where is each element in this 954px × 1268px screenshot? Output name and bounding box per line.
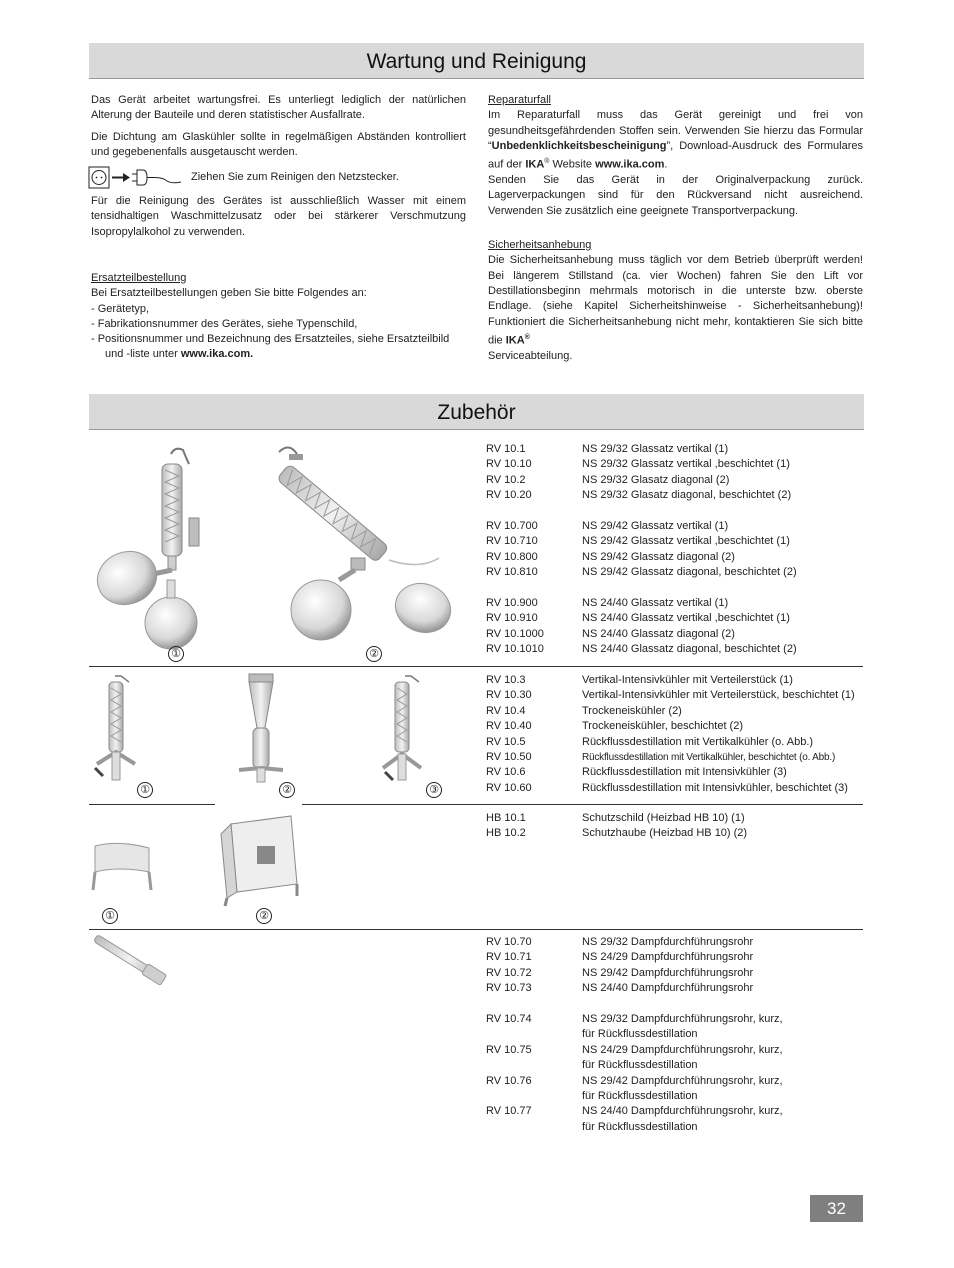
spare-parts-item: - Fabrikationsnummer des Gerätes, siehe Typenschild,	[91, 317, 358, 330]
glass-set-illustration	[89, 440, 469, 660]
list-item: RV 10.60 Rückflussdestillation mit Intensivkühler, beschichtet (3)	[486, 781, 848, 794]
list-item: RV 10.72 NS 29/42 Dampfdurchführungsrohr	[486, 966, 754, 979]
ika-link[interactable]: www.ika.com	[595, 158, 665, 171]
unplug-icon	[87, 166, 183, 190]
divider	[89, 929, 863, 930]
spare-parts-block	[91, 271, 471, 363]
list-item: RV 10.1010 NS 24/40 Glassatz diagonal, beschichtet (2)	[486, 643, 797, 656]
divider	[302, 804, 863, 805]
list-item: RV 10.20 NS 29/32 Glasatz diagonal, beschichtet (2)	[486, 489, 792, 502]
lift-heading: Sicherheitsanhebung	[488, 239, 592, 252]
list-item: RV 10.77 NS 24/40 Dampfdurchführungsrohr, kurz,	[486, 1105, 783, 1118]
cleaning-paragraph: Für die Reinigung des Gerätes ist ausschließlich Wasser mit einem tensidhaltigen Waschmittelzusatz oder bei stärkerer Verschmutzung Isopropylalkohol zu verwenden.	[91, 195, 466, 238]
marker-2: ②	[366, 646, 382, 662]
accessory-group-condensers	[486, 673, 866, 796]
list-item: RV 10.74 NS 29/32 Dampfdurchführungsrohr, kurz,	[486, 1013, 783, 1026]
list-item: RV 10.800 NS 29/42 Glassatz diagonal (2)	[486, 550, 735, 563]
list-item: RV 10.5 Rückflussdestillation mit Vertikalkühler (o. Abb.)	[486, 735, 814, 748]
list-item: RV 10.10 NS 29/32 Glassatz vertikal ,beschichtet (1)	[486, 458, 790, 471]
list-item: RV 10.30 Vertikal-Intensivkühler mit Verteilerstück, beschichtet (1)	[486, 689, 855, 702]
list-item: RV 10.70 NS 29/32 Dampfdurchführungsrohr	[486, 936, 754, 948]
unplug-text: Ziehen Sie zum Reinigen den Netzstecker.	[191, 171, 399, 184]
spare-parts-intro: Bei Ersatzteilbestellungen geben Sie bitte Folgendes an:	[91, 287, 367, 300]
maintenance-right-column	[488, 93, 863, 364]
page-number: 32	[810, 1195, 863, 1222]
list-item: RV 10.1000 NS 24/40 Glassatz diagonal (2)	[486, 627, 735, 640]
list-item: RV 10.900 NS 24/40 Glassatz vertikal (1)	[486, 597, 729, 610]
list-item: RV 10.73 NS 24/40 Dampfdurchführungsrohr	[486, 982, 754, 995]
accessory-group-glass-sets	[486, 442, 866, 658]
divider	[89, 666, 863, 667]
section-title-maintenance: Wartung und Reinigung	[89, 43, 864, 79]
divider	[89, 804, 215, 805]
spare-parts-heading: Ersatzteilbestellung	[91, 272, 187, 284]
condenser-illustration	[89, 672, 469, 787]
list-item: RV 10.910 NS 24/40 Glassatz vertikal ,beschichtet (1)	[486, 612, 790, 625]
list-item: RV 10.700 NS 29/42 Glassatz vertikal (1)	[486, 520, 729, 533]
list-item: RV 10.76 NS 29/42 Dampfdurchführungsrohr, kurz,	[486, 1074, 783, 1087]
unplug-note	[91, 166, 466, 190]
list-item: für Rückflussdestillation	[582, 1059, 698, 1072]
list-item: RV 10.3 Vertikal-Intensivkühler mit Verteilerstück (1)	[486, 674, 793, 686]
lift-service-text: Serviceabteilung.	[488, 349, 573, 362]
marker-3: ③	[426, 782, 442, 798]
list-item: RV 10.50 Rückflussdestillation mit Vertikalkühler, beschichtet (o. Abb.)	[486, 751, 836, 764]
list-item: HB 10.2 Schutzhaube (Heizbad HB 10) (2)	[486, 827, 748, 840]
list-item: für Rückflussdestillation	[582, 1090, 698, 1103]
lift-paragraph: Die Sicherheitsanhebung muss täglich vor dem Betrieb überprüft werden! Bei längerem Stillstand (ca. vier Wochen) fahren Sie den Lift vor Destillationsbeginn mehrmals motorisch in die unterste bzw. oberste Endlage. (siehe Kapitel Sicherheitshinweise - Sicherheitsanhebung)! Funktioniert die Sicherheitsanhebung nicht mehr, kontaktieren Sie sich bitte die IKA®	[488, 254, 863, 347]
marker-2: ②	[256, 908, 272, 924]
list-item: RV 10.2 NS 29/32 Glasatz diagonal (2)	[486, 473, 730, 486]
list-item: RV 10.710 NS 29/42 Glassatz vertikal ,beschichtet (1)	[486, 535, 790, 548]
spare-parts-item: - Positionsnummer und Bezeichnung des Ersatzteiles, siehe Ersatzteilbild und -liste unter www.ika.com.	[91, 333, 450, 361]
marker-1: ①	[102, 908, 118, 924]
repair-paragraph: Im Reparaturfall muss das Gerät gereinigt und frei von gesundheitsgefährdenden Stoffen sein. Verwenden Sie hierzu das Formular “Unbedenklichkeitsbescheinigung”, Download-Ausdruck des Formulares auf der IKA® Website www.ika.com.	[488, 109, 863, 171]
list-item: RV 10.6 Rückflussdestillation mit Intensivkühler (3)	[486, 766, 787, 779]
maintenance-left-column	[91, 93, 466, 246]
list-item: HB 10.1 Schutzschild (Heizbad HB 10) (1)	[486, 812, 745, 824]
spare-parts-item: - Gerätetyp,	[91, 302, 150, 315]
accessory-group-shields	[486, 811, 866, 842]
shield-illustration	[89, 810, 309, 910]
marker-2: ②	[279, 782, 295, 798]
section-title-accessories: Zubehör	[89, 394, 864, 430]
seal-paragraph: Die Dichtung am Glaskühler sollte in regelmäßigen Abständen kontrolliert und gegebenenfalls ausgetauscht werden.	[91, 130, 466, 158]
list-item: für Rückflussdestillation	[582, 1028, 698, 1041]
list-item: RV 10.4 Trockeneiskühler (2)	[486, 704, 682, 717]
vapor-tube-illustration	[89, 935, 179, 995]
marker-1: ①	[137, 782, 153, 798]
list-item: RV 10.1 NS 29/32 Glassatz vertikal (1)	[486, 443, 729, 455]
marker-1: ①	[168, 646, 184, 662]
maintenance-paragraph: Das Gerät arbeitet wartungsfrei. Es unterliegt lediglich der natürlichen Alterung der Bauteile und deren statistischer Ausfallrate.	[91, 94, 466, 122]
accessory-group-vapor-tubes	[486, 935, 866, 1135]
list-item: RV 10.40 Trockeneiskühler, beschichtet (2)	[486, 720, 743, 733]
ika-link[interactable]: www.ika.com.	[180, 348, 254, 361]
list-item: für Rückflussdestillation	[582, 1120, 698, 1133]
repair-heading: Reparaturfall	[488, 94, 551, 106]
list-item: RV 10.71 NS 24/29 Dampfdurchführungsrohr	[486, 951, 754, 964]
list-item: RV 10.75 NS 24/29 Dampfdurchführungsrohr, kurz,	[486, 1043, 783, 1056]
repair-packaging-paragraph: Senden Sie das Gerät in der Originalverpackung zurück. Lagerverpackungen sind für den Rückversand nicht ausreichend. Verwenden Sie zusätzlich eine geeignete Transportverpackung.	[488, 174, 863, 217]
list-item: RV 10.810 NS 29/42 Glassatz diagonal, beschichtet (2)	[486, 566, 797, 579]
